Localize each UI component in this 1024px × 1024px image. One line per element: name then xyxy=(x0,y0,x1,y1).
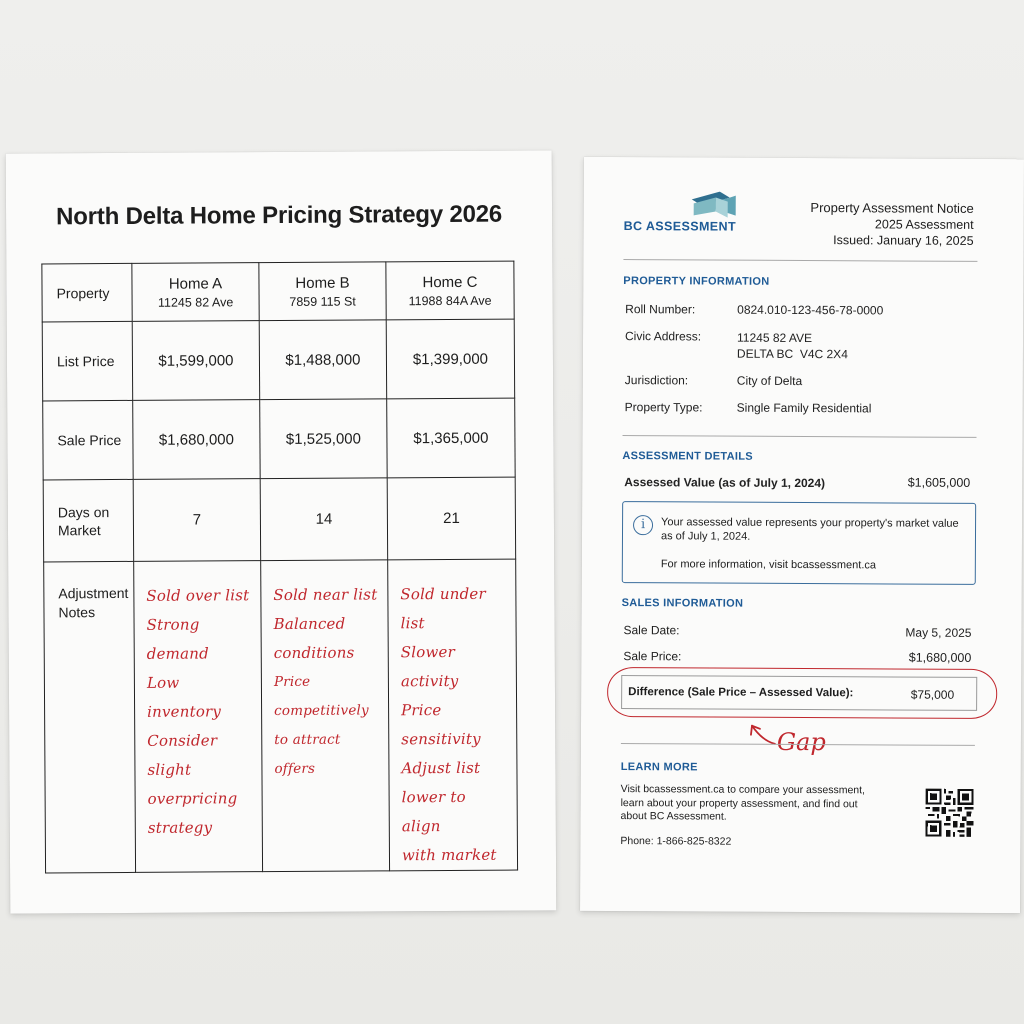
property-type-label: Property Type: xyxy=(624,400,703,415)
row-header-line: Market xyxy=(57,521,101,538)
handwritten-note: Price sensitivity xyxy=(401,701,481,749)
home-name: Home C xyxy=(422,273,478,291)
qr-code-icon xyxy=(925,789,973,837)
sale-price-label: Sale Price: xyxy=(623,649,682,664)
table-row xyxy=(42,261,514,322)
info-text: Your assessed value represents your property's market value as of July 1, 2024. xyxy=(660,516,959,543)
sale-price-value: $1,680,000 xyxy=(908,650,972,665)
property-type-value: Single Family Residential xyxy=(736,400,872,416)
handwritten-note: to attract offers xyxy=(274,731,341,778)
row-header-sale-price: Sale Price xyxy=(43,400,133,480)
handwritten-gap-annotation: Gap xyxy=(776,727,826,757)
assessment-notice-sheet xyxy=(580,157,1024,913)
strategy-title: North Delta Home Pricing Strategy 2026 xyxy=(56,200,503,231)
notice-year: 2025 Assessment xyxy=(874,217,974,232)
days-cell: 21 xyxy=(387,477,515,560)
handwritten-note: conditions xyxy=(273,643,355,663)
civic-address-value xyxy=(737,330,848,363)
row-header-adjustment-notes xyxy=(44,561,136,873)
sale-date-label: Sale Date: xyxy=(623,623,680,638)
table-row xyxy=(42,319,514,401)
row-header-property: Property xyxy=(42,263,132,322)
assessed-value-label: Assessed Value (as of July 1, 2024) xyxy=(624,475,826,491)
list-price-cell: $1,488,000 xyxy=(259,320,386,400)
handwritten-note: lower to align xyxy=(401,787,466,836)
handwritten-note: Sold over list xyxy=(146,586,250,605)
handwritten-note: strategy xyxy=(147,818,213,837)
jurisdiction-label: Jurisdiction: xyxy=(624,373,689,388)
handwritten-note: Consider slight xyxy=(147,731,218,779)
info-more-link-text: For more information, visit bcassessment.ca xyxy=(660,558,877,572)
difference-label: Difference (Sale Price – Assessed Value): xyxy=(628,686,854,700)
section-heading-assessment-details: ASSESSMENT DETAILS xyxy=(622,450,753,463)
learn-more-text: Visit bcassessment.ca to compare your assessment, learn about your property assessment, and find out about BC Assessment. xyxy=(620,783,866,823)
civic-address-label: Civic Address: xyxy=(625,329,702,344)
section-heading-sales-information: SALES INFORMATION xyxy=(621,597,744,610)
roll-number-value: 0824.010-123-456-78-0000 xyxy=(737,302,884,318)
notes-cell-home-a xyxy=(134,561,263,873)
pricing-table xyxy=(41,261,518,874)
row-header-line: Notes xyxy=(58,604,96,621)
handwritten-note: Sold under list xyxy=(400,584,486,633)
section-heading-property-information: PROPERTY INFORMATION xyxy=(623,275,770,288)
row-header-line: Adjustment xyxy=(58,584,129,602)
handwritten-note: Price competitively xyxy=(273,673,369,720)
table-row xyxy=(43,477,515,562)
section-heading-learn-more: LEARN MORE xyxy=(620,761,698,774)
list-price-cell: $1,399,000 xyxy=(386,319,514,399)
home-address: 11245 82 Ave xyxy=(157,294,234,310)
notes-cell-home-c xyxy=(388,559,518,871)
phone-number: Phone: 1-866-825-8322 xyxy=(620,835,732,848)
jurisdiction-value: City of Delta xyxy=(736,373,803,388)
row-header-line: Days on xyxy=(57,503,110,520)
handwritten-note: with market xyxy=(401,845,497,865)
sale-price-cell: $1,365,000 xyxy=(387,398,515,478)
home-address: 11988 84A Ave xyxy=(408,293,492,308)
home-name: Home B xyxy=(295,274,350,292)
assessed-value: $1,605,000 xyxy=(907,475,971,490)
divider xyxy=(623,259,977,262)
handwritten-arrow-icon xyxy=(745,720,779,750)
notice-issued-date: Issued: January 16, 2025 xyxy=(833,233,974,248)
assessment-info-box xyxy=(622,501,976,585)
sale-date-value: May 5, 2025 xyxy=(905,625,972,640)
column-header-home-c xyxy=(386,261,514,320)
roll-number-label: Roll Number: xyxy=(625,302,696,317)
handwritten-note: overpricing xyxy=(147,789,238,808)
row-header-days-on-market xyxy=(43,479,133,562)
notice-header xyxy=(810,200,974,249)
handwritten-note: Strong demand xyxy=(146,615,209,663)
row-header-list-price: List Price xyxy=(42,321,132,401)
info-circle-icon: i xyxy=(633,515,653,535)
pricing-strategy-sheet xyxy=(6,150,557,913)
table-row xyxy=(43,398,515,480)
days-cell: 14 xyxy=(260,478,387,561)
table-row xyxy=(44,559,518,873)
home-name: Home A xyxy=(168,274,223,293)
handwritten-note: Balanced xyxy=(273,614,346,634)
address-line: 11245 82 AVE xyxy=(736,330,813,346)
sale-price-cell: $1,525,000 xyxy=(260,399,387,479)
brand-name: BC ASSESSMENT xyxy=(623,219,737,234)
list-price-cell: $1,599,000 xyxy=(132,321,259,401)
days-cell: 7 xyxy=(133,479,260,562)
handwritten-note: Slower activity xyxy=(400,642,459,691)
handwritten-note: Low inventory xyxy=(146,673,222,721)
handwritten-note: Adjust list xyxy=(401,758,481,778)
handwritten-circle-annotation xyxy=(607,667,997,719)
address-line: DELTA BC V4C 2X4 xyxy=(736,346,848,362)
notice-title: Property Assessment Notice xyxy=(810,200,974,216)
home-address: 7859 115 St xyxy=(289,294,356,309)
sale-price-cell: $1,680,000 xyxy=(133,400,260,480)
column-header-home-a xyxy=(132,263,259,322)
column-header-home-b xyxy=(259,262,386,321)
handwritten-note: Sold near list xyxy=(273,585,378,605)
notes-cell-home-b xyxy=(261,560,390,872)
divider xyxy=(623,435,977,438)
difference-value: $75,000 xyxy=(910,687,955,702)
